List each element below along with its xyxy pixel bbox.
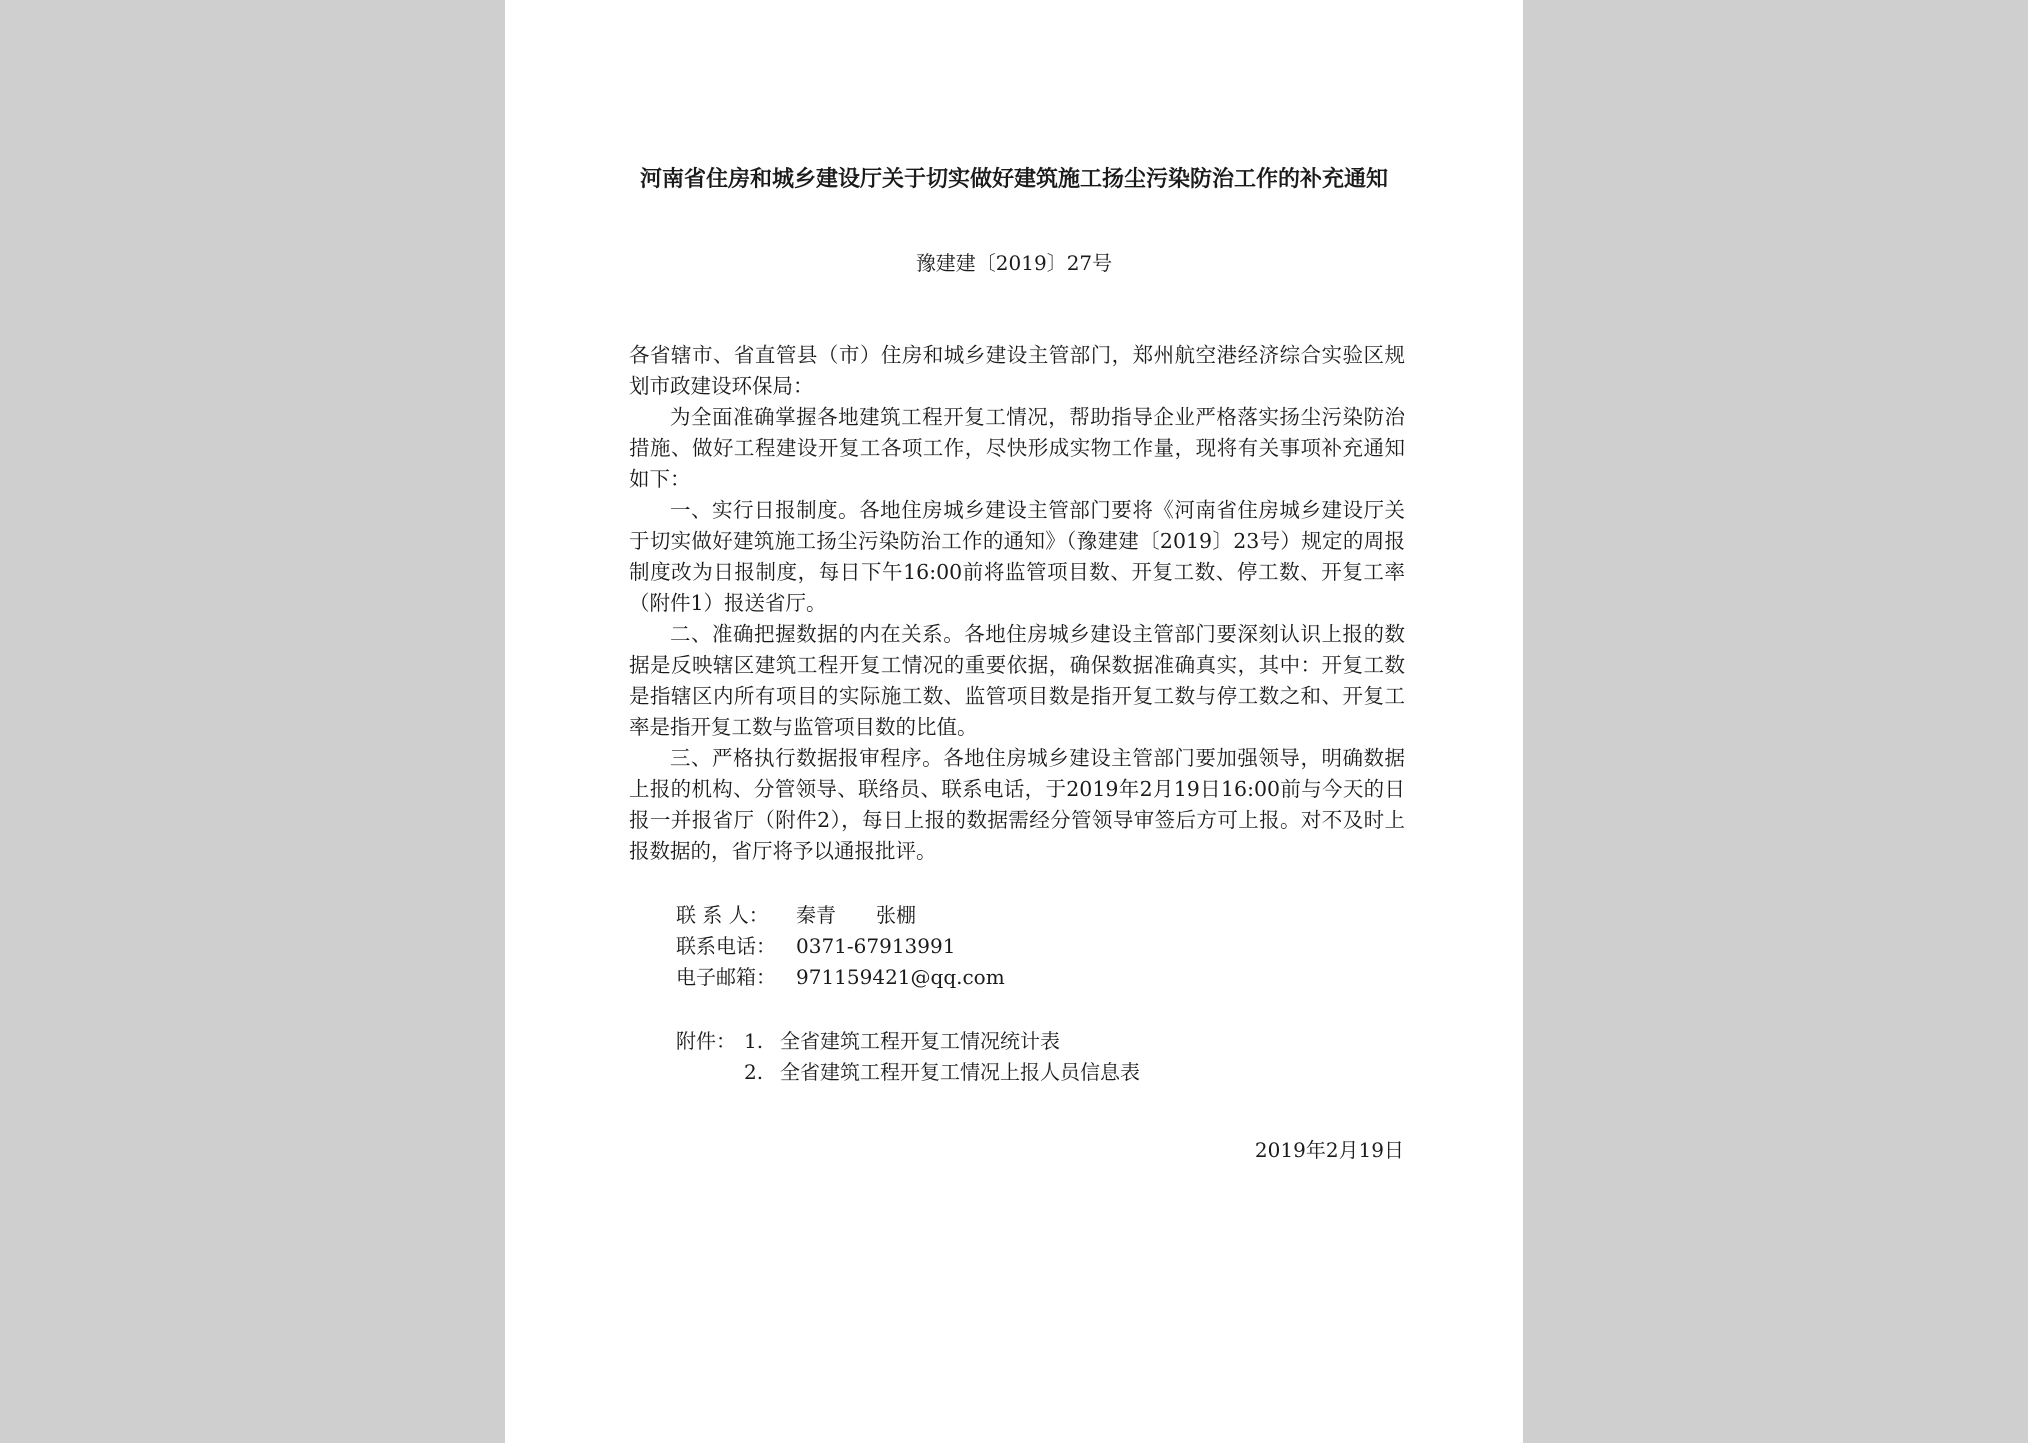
- contact-phone-row: [676, 931, 1005, 962]
- document-body: [629, 340, 1405, 867]
- salutation: 各省辖市、省直管县（市）住房和城乡建设主管部门，郑州航空港经济综合实验区规划市政建设环保局：: [629, 343, 1405, 398]
- document-number: 豫建建〔2019〕27号: [915, 251, 1113, 275]
- document-title: 河南省住房和城乡建设厅关于切实做好建筑施工扬尘污染防治工作的补充通知: [639, 167, 1388, 192]
- contact-person-row: [676, 900, 1005, 931]
- contact-person-label: 联 系 人：: [676, 903, 769, 927]
- item-1-paragraph: 一、实行日报制度。各地住房城乡建设主管部门要将《河南省住房城乡建设厅关于切实做好建筑施工扬尘污染防治工作的通知》（豫建建〔2019〕23号）规定的周报制度改为日报制度，每日下午16:00前将监管项目数、开复工数、停工数、开复工率（附件1）报送省厅。: [629, 498, 1405, 615]
- item-3-paragraph: 三、严格执行数据报审程序。各地住房城乡建设主管部门要加强领导，明确数据上报的机构、分管领导、联络员、联系电话，于2019年2月19日16:00前与今天的日报一并报省厅（附件2），每日上报的数据需经分管领导审签后方可上报。对不及时上报数据的，省厅将予以通报批评。: [629, 746, 1405, 863]
- document-date: 2019年2月19日: [1254, 1138, 1404, 1162]
- contact-email-value: 971159421@qq.com: [796, 965, 1005, 989]
- attachment-1-text: 全省建筑工程开复工情况统计表: [780, 1029, 1060, 1053]
- attachment-item-1: [676, 1026, 1140, 1057]
- attachment-1-number: 1.: [744, 1029, 764, 1053]
- attachment-2-number: 2.: [744, 1060, 764, 1084]
- contact-phone-label: 联系电话：: [676, 934, 776, 958]
- item-2-paragraph: 二、准确把握数据的内在关系。各地住房城乡建设主管部门要深刻认识上报的数据是反映辖区建筑工程开复工情况的重要依据，确保数据准确真实，其中：开复工数是指辖区内所有项目的实际施工数、监管项目数是指开复工数与停工数之和、开复工率是指开复工数与监管项目数的比值。: [629, 622, 1405, 739]
- attachment-label-spacer: [676, 1057, 744, 1088]
- contact-email-row: [676, 962, 1005, 993]
- contact-email-label: 电子邮箱：: [676, 965, 776, 989]
- attachment-label: 附件：: [676, 1029, 736, 1053]
- attachment-list: [676, 1026, 1140, 1088]
- attachment-item-2: [676, 1057, 1140, 1088]
- contact-block: [676, 900, 1005, 993]
- document-page: [505, 0, 1523, 1443]
- attachment-2-text: 全省建筑工程开复工情况上报人员信息表: [780, 1060, 1140, 1084]
- contact-person-value: 秦青 张棚: [796, 903, 916, 927]
- contact-phone-value: 0371-67913991: [796, 934, 956, 958]
- intro-paragraph: 为全面准确掌握各地建筑工程开复工情况，帮助指导企业严格落实扬尘污染防治措施、做好工程建设开复工各项工作，尽快形成实物工作量，现将有关事项补充通知如下：: [629, 405, 1405, 491]
